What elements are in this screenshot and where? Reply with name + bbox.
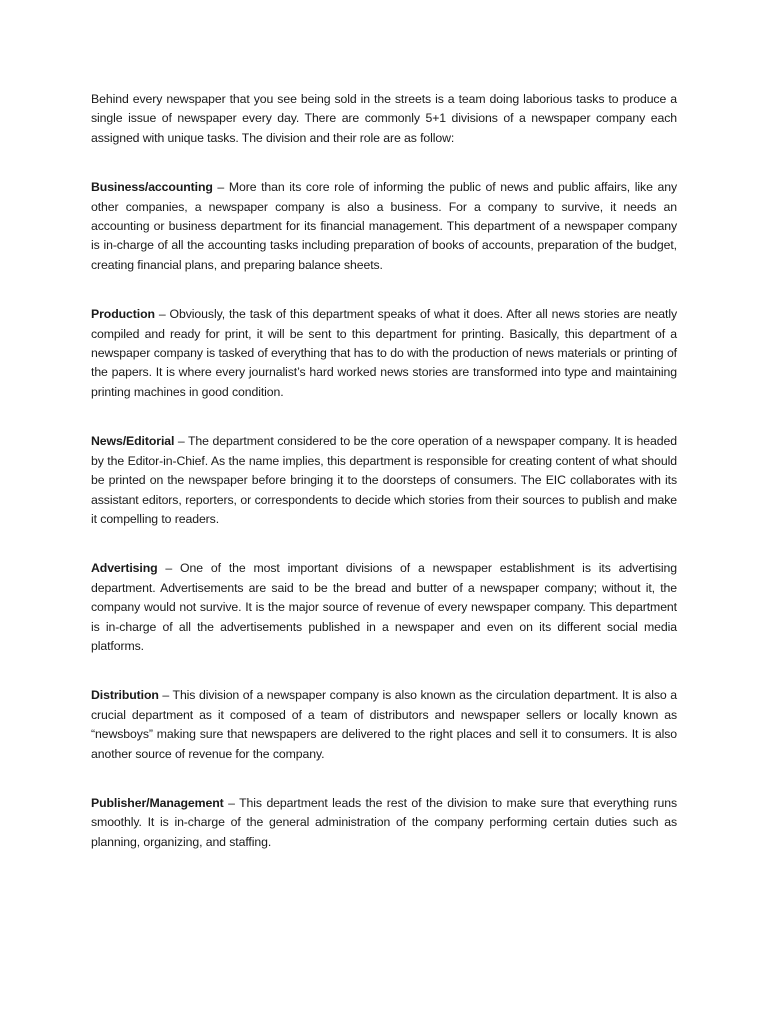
section-news-editorial [91,432,677,529]
section-business-accounting [91,178,677,275]
section-text: – One of the most important divisions of a newspaper establishment is its advertising department. Advertisements are said to be the bread and butter of a newspaper company; without it, the company would not survive. It is the major source of revenue of every newspaper company. This department is in-charge of all the advertisements published in a newspaper and even on its different social media platforms. [91,561,677,653]
document-page [91,90,677,882]
section-term: Production [91,307,155,322]
section-text: – Obviously, the task of this department speaks of what it does. After all news stories are neatly compiled and ready for print, it will be sent to this department for printing. Basically, this department of a newspaper company is tasked of everything that has to do with the production of news materials or printing of the papers. It is where every journalist’s hard worked news stories are transformed into type and maintaining printing machines in good condition. [91,307,677,399]
section-production [91,305,677,402]
section-distribution [91,686,677,764]
section-text: – More than its core role of informing the public of news and public affairs, like any other companies, a newspaper company is also a business. For a company to survive, it needs an accounting or business department for its financial management. This department of a newspaper company is in-charge of all the accounting tasks including preparation of books of accounts, preparation of the budget, creating financial plans, and preparing balance sheets. [91,180,677,272]
section-term: Distribution [91,688,159,703]
section-term: Business/accounting [91,180,213,195]
section-term: Publisher/Management [91,795,224,810]
section-publisher-management [91,794,677,852]
section-text: – This department leads the rest of the division to make sure that everything runs smoothly. It is in-charge of the general administration of the company performing certain duties such as planning, organizing, and staffing. [91,795,677,849]
section-term: Advertising [91,561,158,576]
section-text: – The department considered to be the core operation of a newspaper company. It is headed by the Editor-in-Chief. As the name implies, this department is responsible for creating content of what should be printed on the newspaper before bringing it to the doorsteps of consumers. The EIC collaborates with its assistant editors, reporters, or correspondents to decide which stories from their sources to publish and make it compelling to readers. [91,434,677,526]
section-term: News/Editorial [91,434,175,449]
section-text: – This division of a newspaper company is also known as the circulation department. It is also a crucial department as it composed of a team of distributors and newspaper sellers or locally known as “newsboys” making sure that newspapers are delivered to the right places and sell it to consumers. It is also another source of revenue for the company. [91,688,677,761]
section-advertising [91,559,677,656]
intro-paragraph: Behind every newspaper that you see being sold in the streets is a team doing laborious tasks to produce a single issue of newspaper every day. There are commonly 5+1 divisions of a newspaper company each assigned with unique tasks. The division and their role are as follow: [91,92,677,145]
